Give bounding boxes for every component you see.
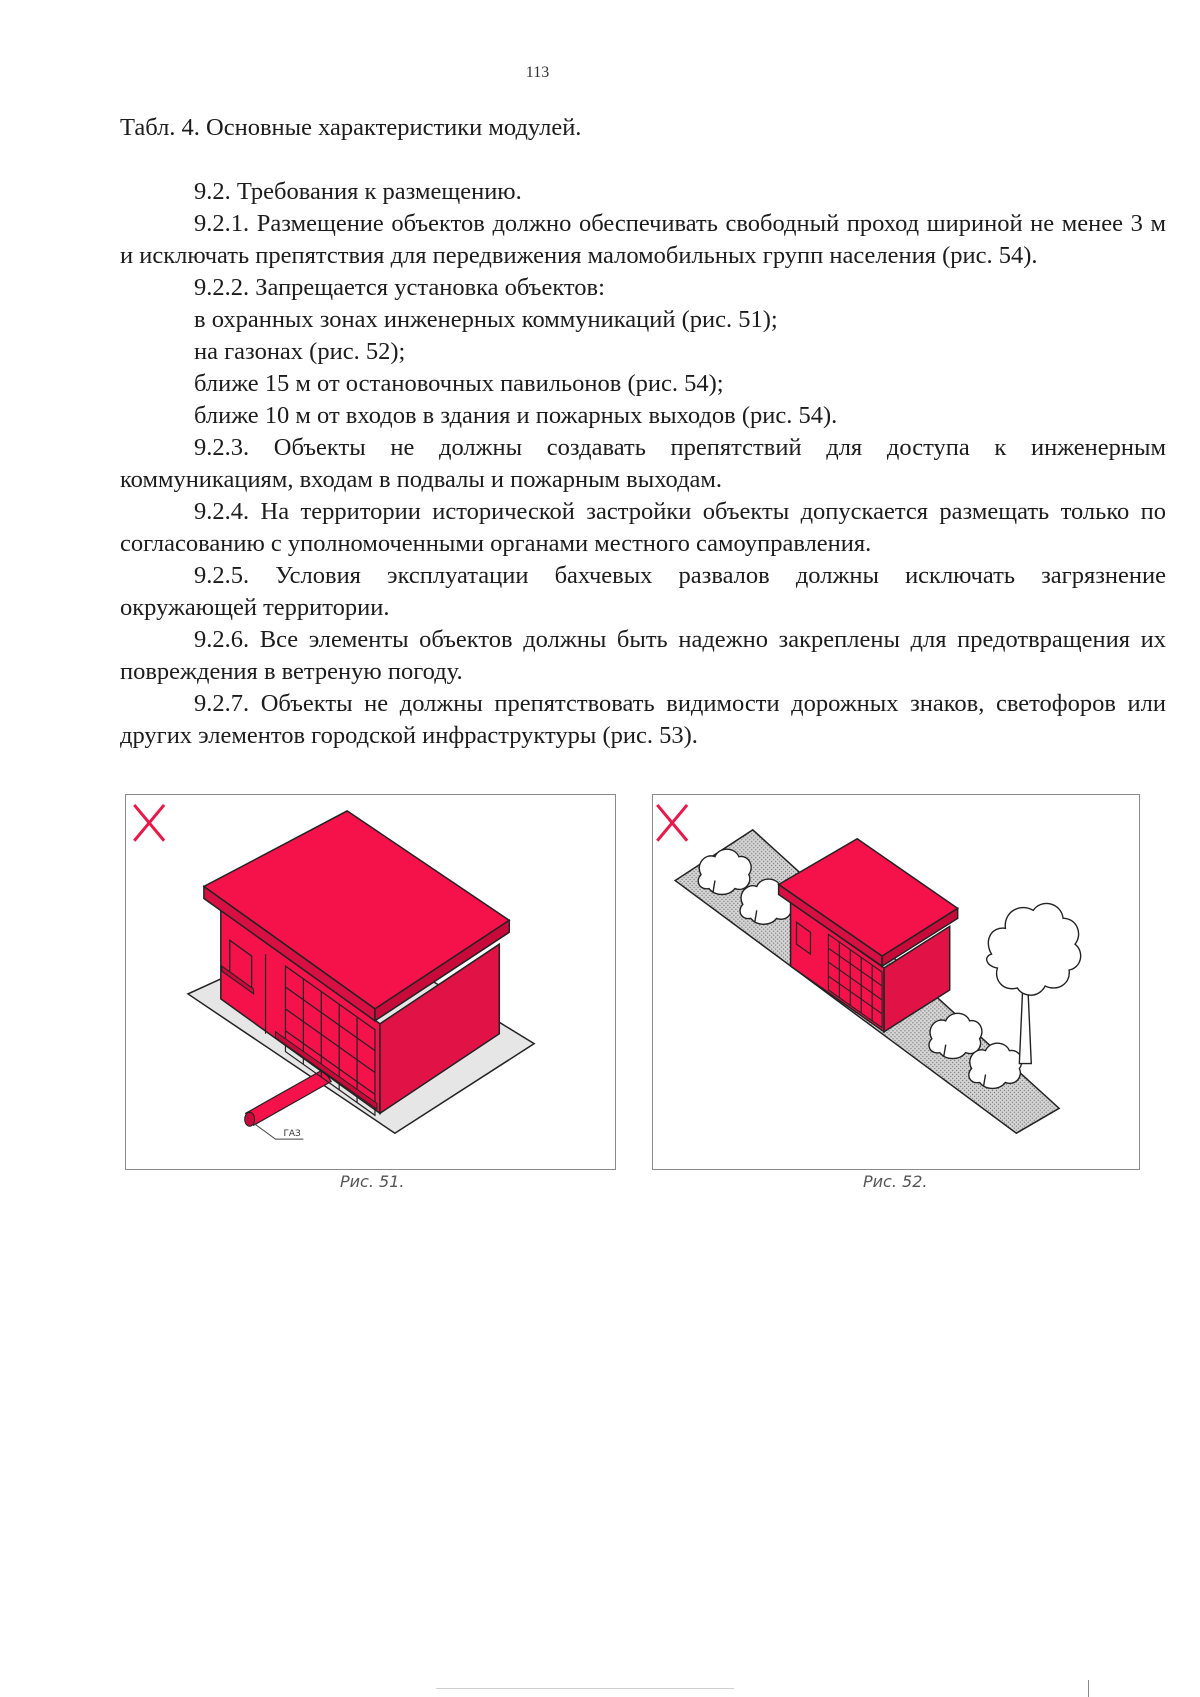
page-number: 113 <box>525 64 550 81</box>
paragraph: 9.2. Требования к размещению. <box>194 178 522 205</box>
bush <box>698 849 751 894</box>
cross-icon <box>134 805 164 841</box>
figure-52 <box>652 794 1140 1170</box>
list-item: в охранных зонах инженерных коммуникаций (рис. 51); <box>194 306 778 333</box>
body-text <box>120 176 1166 752</box>
cross-icon <box>657 805 687 841</box>
paragraph: 9.2.4. На территории исторической застройки объекты допускается размещать только по согласованию с уполномоченными органами местного самоуправления. <box>120 498 1166 557</box>
list-item: на газонах (рис. 52); <box>194 338 406 365</box>
pipe-label: ГАЗ <box>283 1129 301 1140</box>
tree <box>987 903 1081 1063</box>
list-item: ближе 10 м от входов в здания и пожарных выходов (рис. 54). <box>194 402 838 429</box>
figure-51-illustration <box>126 795 615 1169</box>
paragraph: 9.2.5. Условия эксплуатации бахчевых развалов должны исключать загрязнение окружающей территории. <box>120 562 1166 621</box>
figure-51-caption: Рис. 51. <box>340 1172 405 1191</box>
paragraph: 9.2.6. Все элементы объектов должны быть надежно закреплены для предотвращения их повреждения в ветреную погоду. <box>120 626 1166 685</box>
list-item: ближе 15 м от остановочных павильонов (рис. 54); <box>194 370 724 397</box>
paragraph: 9.2.2. Запрещается установка объектов: <box>194 274 605 301</box>
figure-52-caption: Рис. 52. <box>863 1172 928 1191</box>
paragraph: 9.2.3. Объекты не должны создавать препятствий для доступа к инженерным коммуникациям, входам в подвалы и пожарным выходам. <box>120 434 1166 493</box>
figure-51 <box>125 794 616 1170</box>
paragraph: 9.2.7. Объекты не должны препятствовать видимости дорожных знаков, светофоров или других элементов городской инфраструктуры (рис. 53). <box>120 690 1166 749</box>
footer-divider <box>436 1688 734 1689</box>
table-caption: Табл. 4. Основные характеристики модулей. <box>120 114 582 141</box>
figure-52-illustration <box>653 795 1139 1169</box>
paragraph: 9.2.1. Размещение объектов должно обеспечивать свободный проход шириной не менее 3 м и исключать препятствия для передвижения маломобильных групп населения (рис. 54). <box>120 210 1166 269</box>
margin-mark <box>1088 1680 1089 1697</box>
